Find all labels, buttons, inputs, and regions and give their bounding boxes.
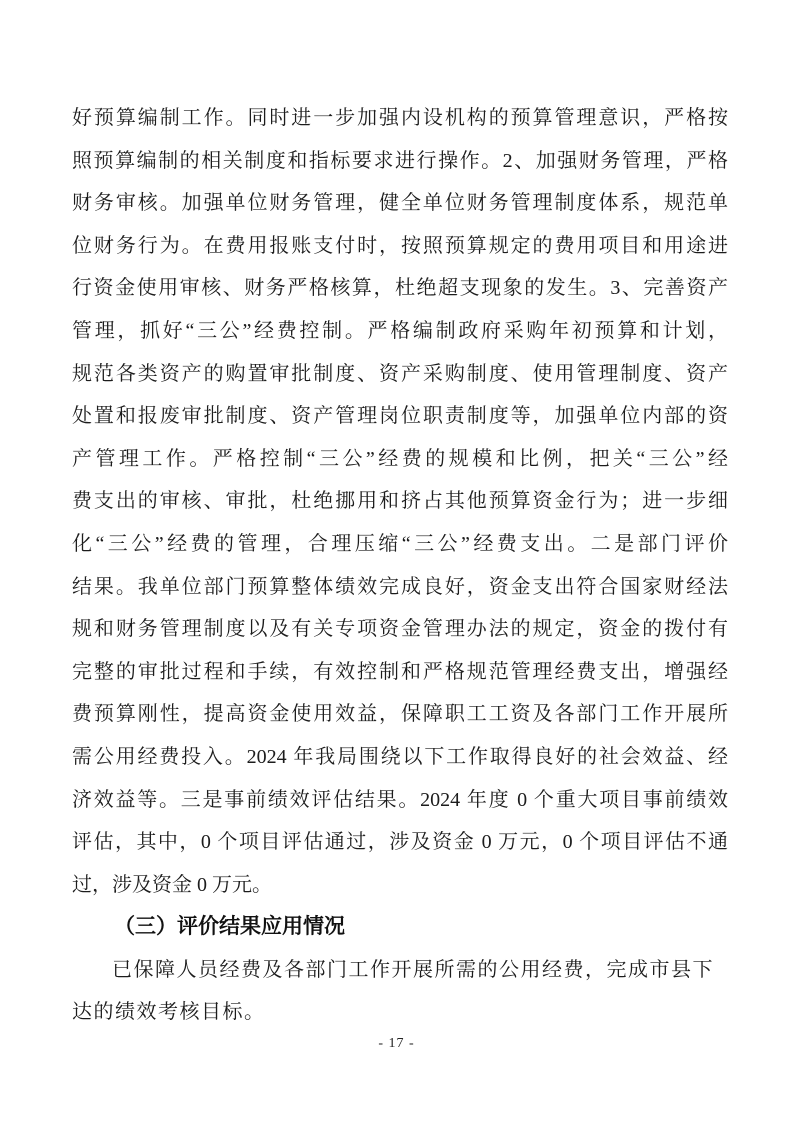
body-text-line: 行资金使用审核、财务严格核算，杜绝超支现象的发生。3、完善资产 xyxy=(72,277,728,300)
body-text-line: 完整的审批过程和手续，有效控制和严格规范管理经费支出，增强经 xyxy=(72,660,728,683)
section-heading: （三）评价结果应用情况 xyxy=(114,915,345,939)
body-text-line: 财务审核。加强单位财务管理，健全单位财务管理制度体系，规范单 xyxy=(72,192,728,215)
page-number: - 17 - xyxy=(378,1036,415,1051)
body-text-line: 照预算编制的相关制度和指标要求进行操作。2、加强财务管理，严格 xyxy=(72,149,728,172)
body-text-line: 好预算编制工作。同时进一步加强内设机构的预算管理意识，严格按 xyxy=(72,107,728,129)
body-text-line: 规范各类资产的购置审批制度、资产采购制度、使用管理制度、资产 xyxy=(72,362,728,385)
paragraph-line: 达的绩效考核目标。 xyxy=(72,1001,266,1024)
body-text-line: 位财务行为。在费用报账支付时，按照预算规定的费用项目和用途进 xyxy=(72,234,728,257)
body-text-line: 化“三公”经费的管理，合理压缩“三公”经费支出。二是部门评价 xyxy=(72,532,728,555)
body-text-line: 需公用经费投入。2024 年我局围绕以下工作取得良好的社会效益、经 xyxy=(72,745,728,768)
body-text-line: 结果。我单位部门预算整体绩效完成良好，资金支出符合国家财经法 xyxy=(72,575,728,598)
body-text-line: 评估，其中，0 个项目评估通过，涉及资金 0 万元，0 个项目评估不通 xyxy=(72,831,728,854)
body-text-line: 处置和报废审批制度、资产管理岗位职责制度等，加强单位内部的资 xyxy=(72,405,728,428)
body-text-line: 费支出的审核、审批，杜绝挪用和挤占其他预算资金行为；进一步细 xyxy=(72,490,728,513)
body-text-line: 管理，抓好“三公”经费控制。严格编制政府采购年初预算和计划， xyxy=(72,319,728,342)
body-text-line: 过，涉及资金 0 万元。 xyxy=(72,873,272,896)
body-text-line: 产管理工作。严格控制“三公”经费的规模和比例，把关“三公”经 xyxy=(72,447,728,470)
body-text-line: 费预算刚性，提高资金使用效益，保障职工工资及各部门工作开展所 xyxy=(72,703,728,726)
body-text-line: 规和财务管理制度以及有关专项资金管理办法的规定，资金的拨付有 xyxy=(72,618,728,641)
body-text-line: 济效益等。三是事前绩效评估结果。2024 年度 0 个重大项目事前绩效 xyxy=(72,788,728,811)
text-block xyxy=(72,97,728,1034)
paragraph-line: 已保障人员经费及各部门工作开展所需的公用经费，完成市县下 xyxy=(112,958,714,981)
